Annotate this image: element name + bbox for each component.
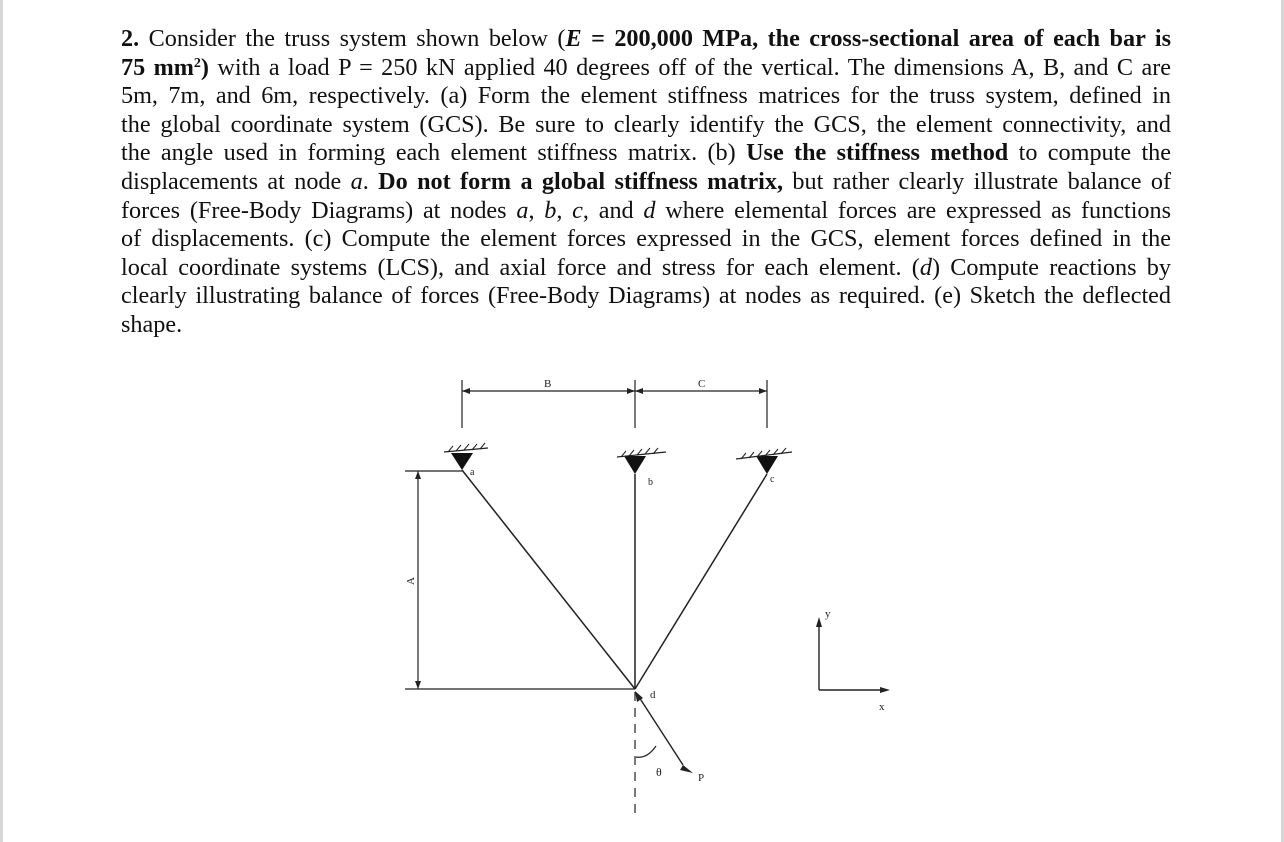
problem-line-9: local coordinate systems (LCS), and axial force and stress for each element. (d) Compute reactions by: [121, 253, 1171, 281]
problem-line-7: forces (Free-Body Diagrams) at nodes a, b, c, and d where elemental forces are expressed as functions: [121, 196, 1172, 224]
problem-line-2: 75 $mm^2$) with a load P = 250 kN applied 40 degrees off of the vertical. The dimensions A, B, and C are: [121, 53, 1172, 81]
load-arrow-line: [639, 697, 683, 765]
dim-label-c: C: [698, 378, 706, 390]
support-c-triangle: [756, 456, 778, 474]
problem-number: 2.: [121, 25, 140, 52]
dim-arrow-a-bottom: [415, 681, 421, 689]
axis-label-x: x: [879, 701, 885, 713]
axis-label-y: y: [825, 608, 831, 620]
angle-label-theta: θ: [656, 765, 662, 779]
problem-line-1: 2. Consider the truss system shown below (E = 200,000 MPa, the cross-sectional area of each bar is: [121, 25, 1171, 52]
dimension-b-c: [462, 380, 767, 428]
node-label-c: c: [770, 474, 775, 485]
dim-label-a: A: [405, 577, 417, 585]
coordinate-axes: [816, 617, 890, 693]
support-a: [444, 443, 488, 470]
support-b-triangle: [624, 456, 646, 474]
axis-x-arrow: [880, 687, 890, 693]
support-b: [617, 448, 666, 474]
load-label-p: P: [698, 772, 705, 784]
problem-line-10: clearly illustrating balance of forces (Free-Body Diagrams) at nodes as required. (e) Sketch the deflected: [121, 282, 1171, 310]
dim-arrow-c-right: [759, 388, 767, 394]
problem-line-8: of displacements. (c) Compute the element forces expressed in the GCS, element forces defined in the: [121, 225, 1171, 253]
dimension-a: [405, 471, 635, 689]
load-arrow-tail-mark: [680, 765, 693, 773]
problem-line-5: the angle used in forming each element stiffness matrix. (b) Use the stiffness method to compute the: [121, 139, 1172, 167]
angle-arc: [636, 746, 656, 757]
problem-line-11: shape.: [121, 310, 183, 338]
problem-line-4: the global coordinate system (GCS). Be sure to clearly identify the GCS, the element connectivity, and: [121, 110, 1171, 138]
support-c: [736, 448, 792, 474]
problem-line-3: 5m, 7m, and 6m, respectively. (a) Form the element stiffness matrices for the truss system, defined in: [121, 82, 1171, 110]
truss-members: [462, 470, 767, 689]
node-label-d: d: [650, 689, 656, 701]
dim-arrow-c-left: [635, 388, 643, 394]
node-label-a: a: [470, 467, 475, 478]
member-cd: [635, 474, 767, 689]
dim-arrow-a-top: [415, 471, 421, 479]
dim-arrow-b-right: [627, 388, 635, 394]
dim-label-b: B: [544, 378, 552, 390]
node-label-b: b: [648, 477, 653, 488]
problem-line-6: displacements at node a. Do not form a global stiffness matrix, but rather clearly illustrate balance of: [121, 167, 1172, 195]
axis-y-arrow: [816, 617, 822, 627]
dim-arrow-b-left: [462, 388, 470, 394]
member-ad: [462, 470, 635, 689]
